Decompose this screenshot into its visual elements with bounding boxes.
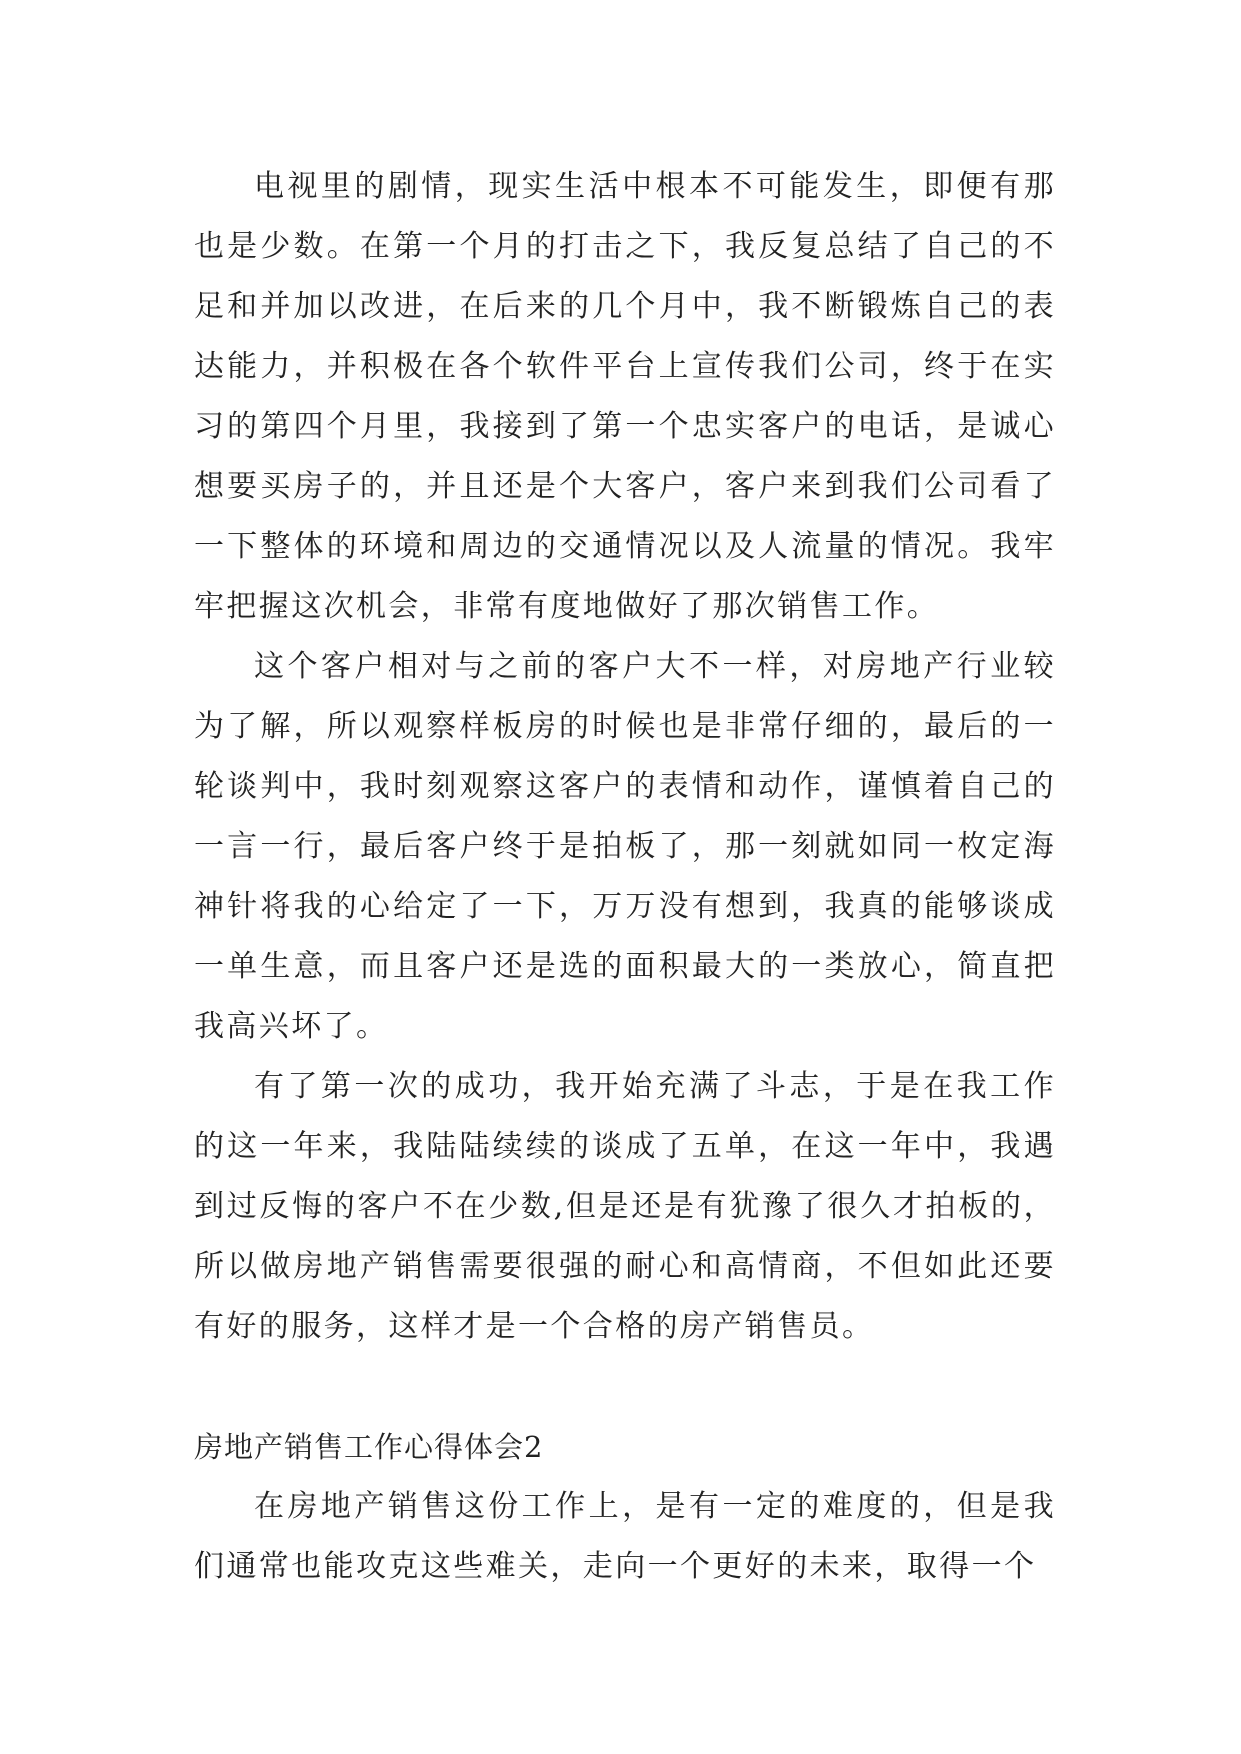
body-paragraph-3: 有了第一次的成功，我开始充满了斗志，于是在我工作的这一年来，我陆陆续续的谈成了五单，在这一年中，我遇到过反悔的客户不在少数,但是还是有犹豫了很久才拍板的，所以做房地产销售需要很强的耐心和高情商，不但如此还要有好的服务，这样才是一个合格的房产销售员。	[194, 1069, 1056, 1344]
section-heading: 房地产销售工作心得体会2	[194, 1430, 544, 1464]
body-paragraph-2: 这个客户相对与之前的客户大不一样，对房地产行业较为了解，所以观察样板房的时候也是非常仔细的，最后的一轮谈判中，我时刻观察这客户的表情和动作，谨慎着自己的一言一行，最后客户终于是拍板了，那一刻就如同一枚定海神针将我的心给定了一下，万万没有想到，我真的能够谈成一单生意，而且客户还是选的面积最大的一类放心，简直把我高兴坏了。	[194, 649, 1056, 1044]
document-page	[194, 157, 1056, 1597]
body-paragraph-1: 电视里的剧情，现实生活中根本不可能发生，即便有那也是少数。在第一个月的打击之下，我反复总结了自己的不足和并加以改进，在后来的几个月中，我不断锻炼自己的表达能力，并积极在各个软件平台上宣传我们公司，终于在实习的第四个月里，我接到了第一个忠实客户的电话，是诚心想要买房子的，并且还是个大客户，客户来到我们公司看了一下整体的环境和周边的交通情况以及人流量的情况。我牢牢把握这次机会，非常有度地做好了那次销售工作。	[194, 169, 1056, 624]
section-paragraph-1: 在房地产销售这份工作上，是有一定的难度的，但是我们通常也能攻克这些难关，走向一个更好的未来，取得一个	[194, 1489, 1056, 1584]
